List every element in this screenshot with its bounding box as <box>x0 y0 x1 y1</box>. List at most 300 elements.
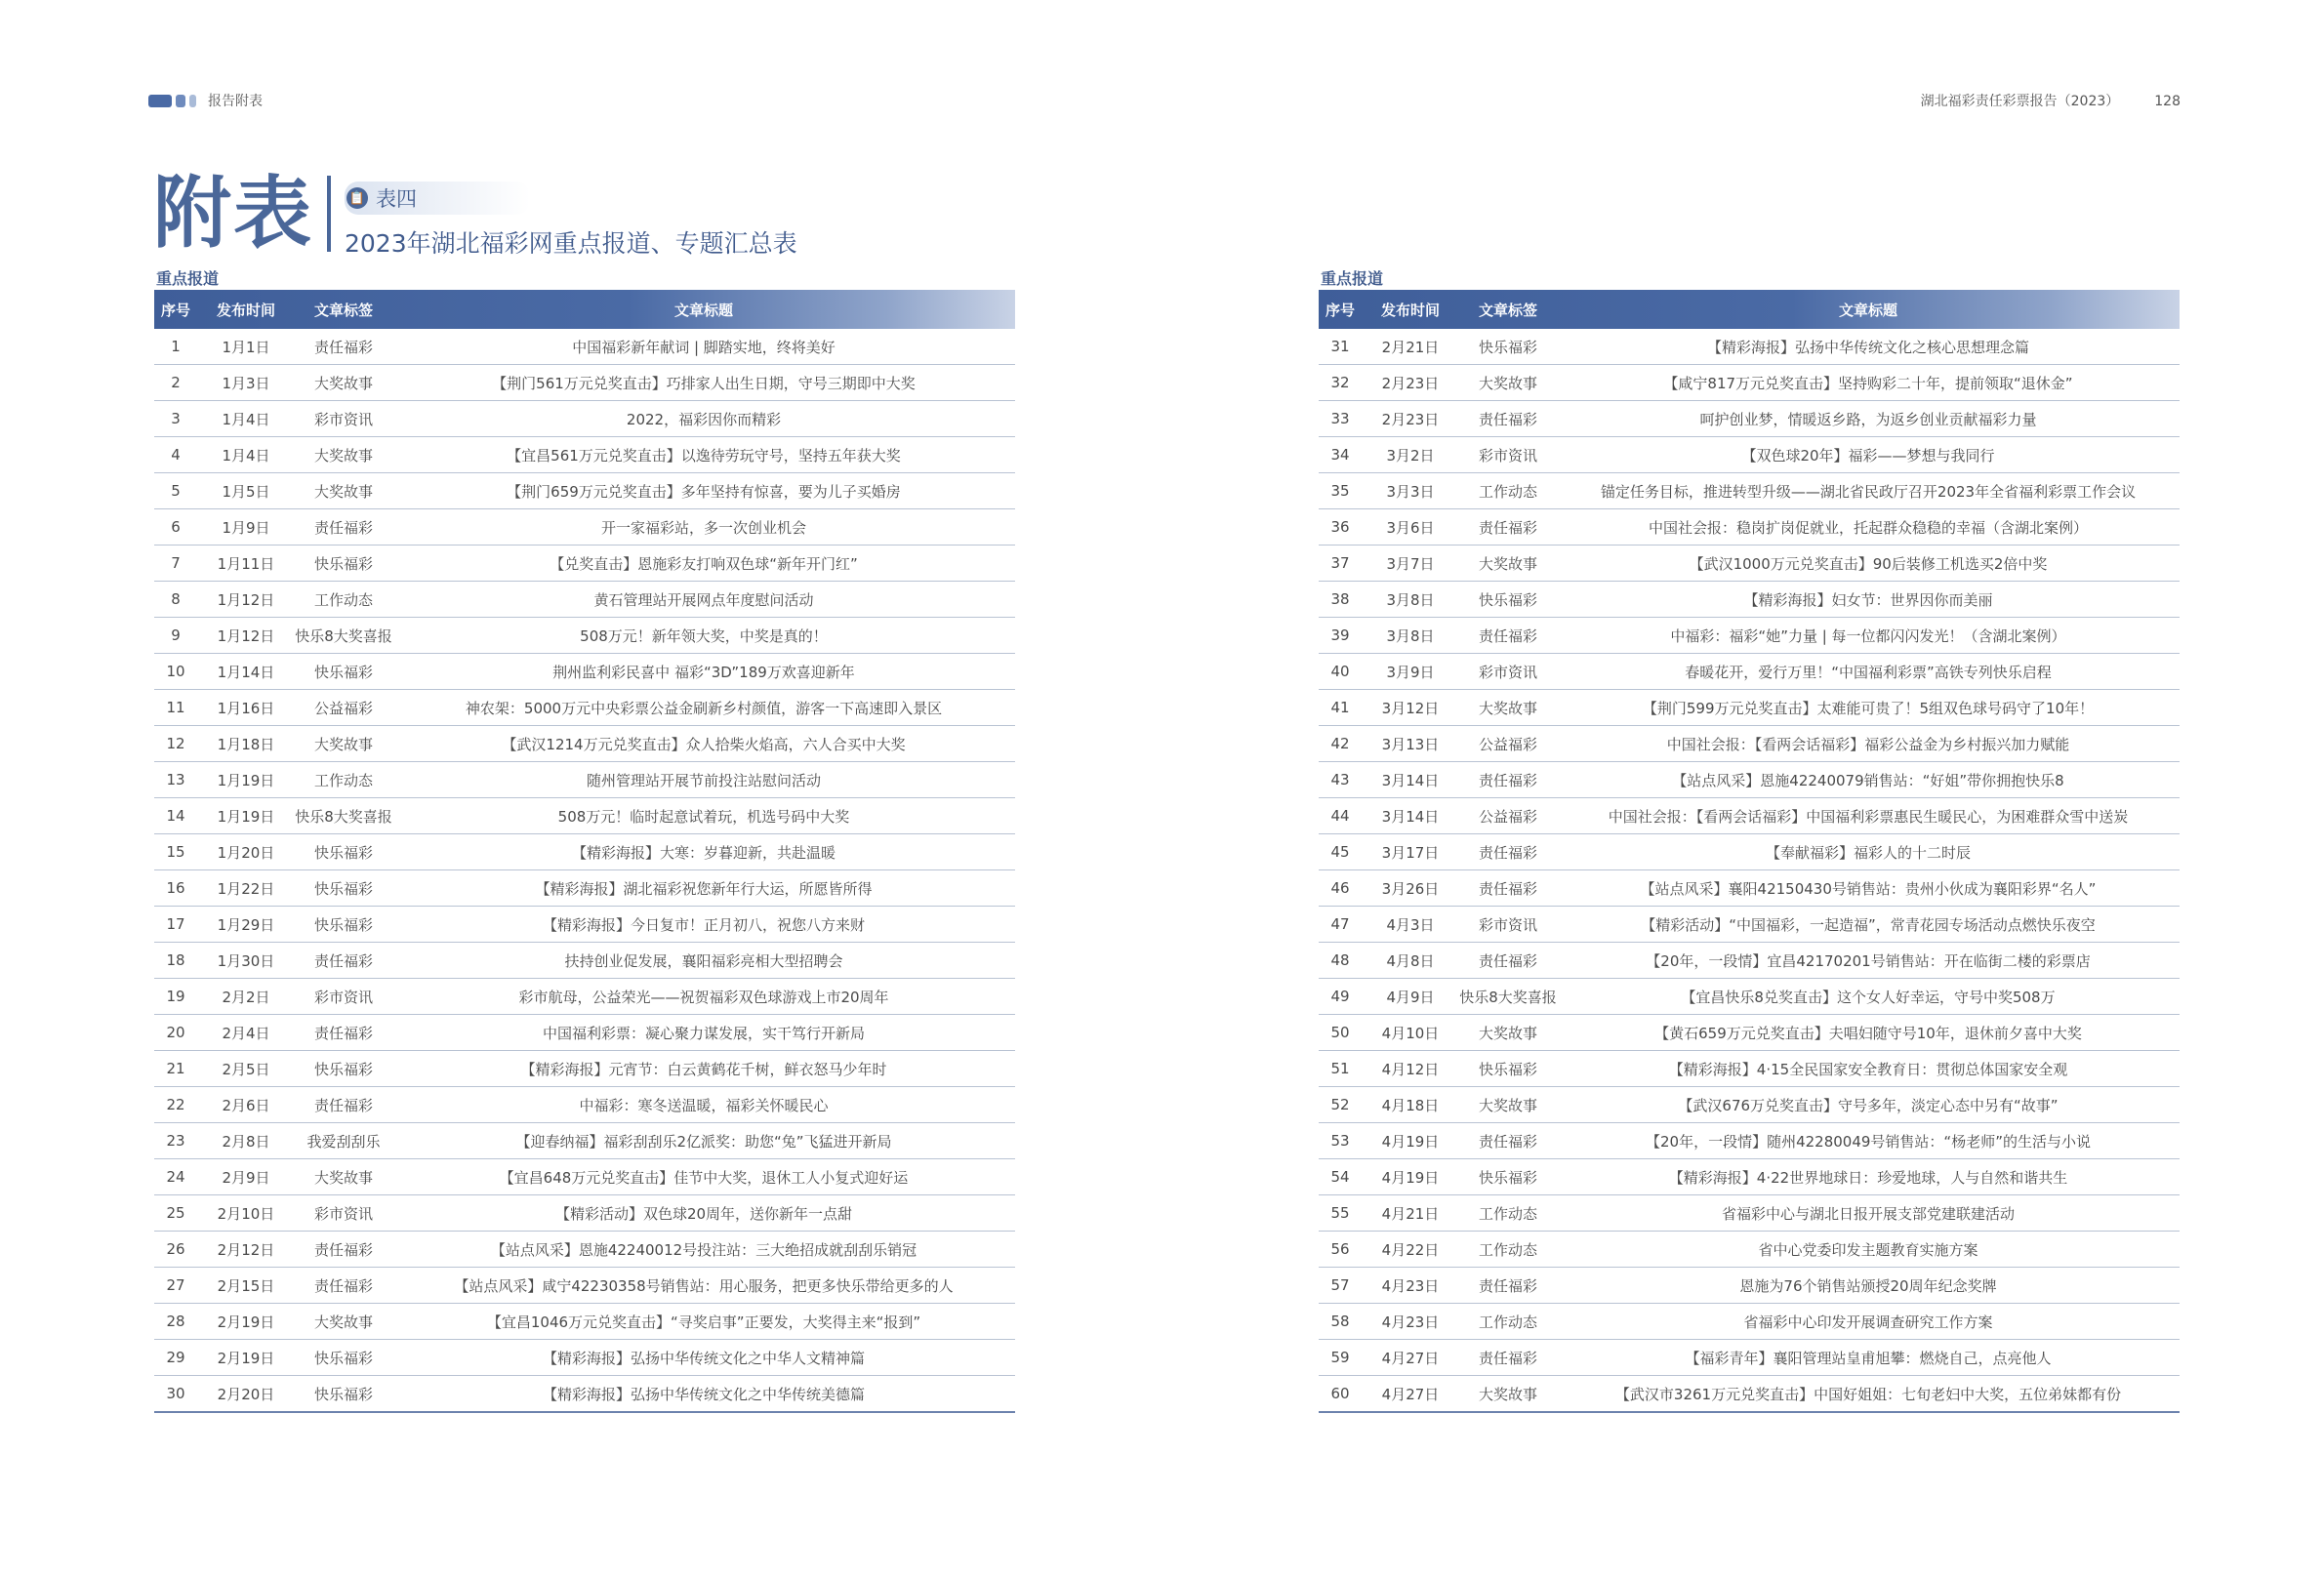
cell-title: 【武汉市3261万元兑奖直击】中国好姐姐：七旬老妇中大奖，五位弟妹都有份 <box>1557 1376 2180 1413</box>
clipboard-icon: 📋 <box>347 187 368 209</box>
cell-index: 46 <box>1319 870 1362 907</box>
table-row <box>154 365 1015 401</box>
table-row <box>154 870 1015 907</box>
cell-title: 【精彩海报】元宵节：白云黄鹤花千树，鲜衣怒马少年时 <box>392 1051 1015 1087</box>
cell-title: 开一家福彩站，多一次创业机会 <box>392 509 1015 546</box>
cell-title: 中国福利彩票：凝心聚力谋发展，实干笃行开新局 <box>392 1015 1015 1051</box>
cell-date: 3月8日 <box>1362 618 1459 654</box>
cell-date: 3月26日 <box>1362 870 1459 907</box>
cell-title: 2022，福彩因你而精彩 <box>392 401 1015 437</box>
cell-index: 53 <box>1319 1123 1362 1159</box>
cell-title: 【精彩活动】双色球20周年，送你新年一点甜 <box>392 1195 1015 1232</box>
cell-tag: 大奖故事 <box>1459 690 1557 726</box>
table-row <box>1319 907 2180 943</box>
table-row <box>1319 1015 2180 1051</box>
table-row <box>1319 1123 2180 1159</box>
column-header-date: 发布时间 <box>1380 301 1440 319</box>
cell-date: 1月19日 <box>197 798 295 834</box>
left-report-table <box>154 290 1015 1413</box>
cell-tag: 大奖故事 <box>1459 365 1557 401</box>
cell-index: 39 <box>1319 618 1362 654</box>
table-row <box>154 654 1015 690</box>
running-header-left <box>148 91 263 110</box>
cell-title: 黄石管理站开展网点年度慰问活动 <box>392 582 1015 618</box>
cell-date: 3月12日 <box>1362 690 1459 726</box>
cell-title: 中国社会报：稳岗扩岗促就业，托起群众稳稳的幸福（含湖北案例） <box>1557 509 2180 546</box>
cell-title: 呵护创业梦，情暖返乡路，为返乡创业贡献福彩力量 <box>1557 401 2180 437</box>
table-row <box>154 401 1015 437</box>
cell-title: 【双色球20年】福彩——梦想与我同行 <box>1557 437 2180 473</box>
cell-title: 【精彩海报】4·15全民国家安全教育日：贯彻总体国家安全观 <box>1557 1051 2180 1087</box>
table-row <box>1319 870 2180 907</box>
cell-date: 2月8日 <box>197 1123 295 1159</box>
cell-title: 【精彩海报】弘扬中华传统文化之核心思想理念篇 <box>1557 329 2180 365</box>
title-divider <box>327 176 331 252</box>
cell-date: 2月5日 <box>197 1051 295 1087</box>
table-row <box>1319 473 2180 509</box>
table-row <box>154 1087 1015 1123</box>
cell-date: 4月18日 <box>1362 1087 1459 1123</box>
table-row <box>1319 979 2180 1015</box>
cell-date: 2月19日 <box>197 1340 295 1376</box>
appendix-title: 附表 <box>153 167 313 259</box>
cell-tag: 快乐福彩 <box>295 654 392 690</box>
table-tag <box>345 182 530 215</box>
table-row <box>1319 943 2180 979</box>
cell-tag: 工作动态 <box>1459 1195 1557 1232</box>
cell-tag: 工作动态 <box>295 582 392 618</box>
table-row <box>1319 1376 2180 1413</box>
cell-index: 37 <box>1319 546 1362 582</box>
cell-tag: 责任福彩 <box>295 329 392 365</box>
cell-title: 【站点风采】恩施42240012号投注站：三大绝招成就刮刮乐销冠 <box>392 1232 1015 1268</box>
cell-index: 6 <box>154 509 197 546</box>
cell-date: 2月2日 <box>197 979 295 1015</box>
table-row <box>154 1051 1015 1087</box>
cell-date: 3月6日 <box>1362 509 1459 546</box>
cell-title: 508万元！新年领大奖，中奖是真的！ <box>392 618 1015 654</box>
right-report-table <box>1319 290 2180 1413</box>
cell-tag: 快乐福彩 <box>295 1376 392 1413</box>
cell-tag: 责任福彩 <box>1459 1123 1557 1159</box>
cell-tag: 工作动态 <box>1459 1232 1557 1268</box>
cell-date: 1月9日 <box>197 509 295 546</box>
cell-tag: 快乐福彩 <box>295 1340 392 1376</box>
cell-title: 中福彩：福彩“她”力量 | 每一位都闪闪发光！（含湖北案例） <box>1557 618 2180 654</box>
cell-tag: 工作动态 <box>295 762 392 798</box>
cell-date: 3月17日 <box>1362 834 1459 870</box>
table-row <box>1319 834 2180 870</box>
cell-index: 26 <box>154 1232 197 1268</box>
cell-title: 【奉献福彩】福彩人的十二时辰 <box>1557 834 2180 870</box>
table-row <box>1319 654 2180 690</box>
cell-date: 1月19日 <box>197 762 295 798</box>
cell-index: 28 <box>154 1304 197 1340</box>
cell-index: 16 <box>154 870 197 907</box>
cell-index: 23 <box>154 1123 197 1159</box>
cell-tag: 责任福彩 <box>295 1232 392 1268</box>
cell-date: 3月8日 <box>1362 582 1459 618</box>
cell-title: 【精彩海报】弘扬中华传统文化之中华传统美德篇 <box>392 1376 1015 1413</box>
cell-index: 14 <box>154 798 197 834</box>
cell-index: 57 <box>1319 1268 1362 1304</box>
table-row <box>1319 546 2180 582</box>
cell-date: 1月30日 <box>197 943 295 979</box>
cell-index: 51 <box>1319 1051 1362 1087</box>
table-row <box>154 798 1015 834</box>
cell-tag: 责任福彩 <box>1459 509 1557 546</box>
table-row <box>154 1015 1015 1051</box>
cell-tag: 责任福彩 <box>1459 870 1557 907</box>
table-row <box>154 1304 1015 1340</box>
cell-date: 1月3日 <box>197 365 295 401</box>
cell-title: 【精彩海报】大寒：岁暮迎新，共赴温暖 <box>392 834 1015 870</box>
table-row <box>1319 1304 2180 1340</box>
cell-tag: 责任福彩 <box>1459 762 1557 798</box>
cell-title: 【站点风采】襄阳42150430号销售站：贵州小伙成为襄阳彩界“名人” <box>1557 870 2180 907</box>
cell-date: 4月10日 <box>1362 1015 1459 1051</box>
cell-index: 20 <box>154 1015 197 1051</box>
cell-tag: 快乐福彩 <box>295 546 392 582</box>
table-row <box>154 329 1015 365</box>
cell-tag: 我爱刮刮乐 <box>295 1123 392 1159</box>
page-number: 128 <box>2154 94 2181 109</box>
cell-title: 【宜昌561万元兑奖直击】以逸待劳玩守号，坚持五年获大奖 <box>392 437 1015 473</box>
cell-date: 4月19日 <box>1362 1159 1459 1195</box>
cell-index: 15 <box>154 834 197 870</box>
cell-date: 3月2日 <box>1362 437 1459 473</box>
cell-index: 22 <box>154 1087 197 1123</box>
cell-title: 恩施为76个销售站颁授20周年纪念奖牌 <box>1557 1268 2180 1304</box>
table-row <box>154 762 1015 798</box>
cell-date: 4月3日 <box>1362 907 1459 943</box>
cell-index: 24 <box>154 1159 197 1195</box>
cell-index: 32 <box>1319 365 1362 401</box>
column-header-date: 发布时间 <box>216 301 275 319</box>
cell-date: 4月23日 <box>1362 1268 1459 1304</box>
cell-tag: 责任福彩 <box>1459 401 1557 437</box>
cell-title: 中国社会报：【看两会话福彩】福彩公益金为乡村振兴加力赋能 <box>1557 726 2180 762</box>
cell-tag: 快乐8大奖喜报 <box>295 618 392 654</box>
cell-tag: 责任福彩 <box>295 943 392 979</box>
cell-date: 1月18日 <box>197 726 295 762</box>
cell-tag: 大奖故事 <box>1459 546 1557 582</box>
table-row <box>1319 1268 2180 1304</box>
cell-date: 1月22日 <box>197 870 295 907</box>
cell-title: 锚定任务目标，推进转型升级——湖北省民政厅召开2023年全省福利彩票工作会议 <box>1557 473 2180 509</box>
table-row <box>154 1232 1015 1268</box>
cell-title: 【宜昌1046万元兑奖直击】“寻奖启事”正要发，大奖得主来“报到” <box>392 1304 1015 1340</box>
cell-date: 4月9日 <box>1362 979 1459 1015</box>
cell-tag: 责任福彩 <box>1459 834 1557 870</box>
table-row <box>1319 401 2180 437</box>
cell-tag: 快乐福彩 <box>295 870 392 907</box>
column-header-title: 文章标题 <box>673 301 733 319</box>
table-row <box>154 1268 1015 1304</box>
cell-title: 荆州监利彩民喜中 福彩“3D”189万欢喜迎新年 <box>392 654 1015 690</box>
cell-title: 【精彩海报】今日复市！正月初八，祝您八方来财 <box>392 907 1015 943</box>
table-row <box>154 1340 1015 1376</box>
table-row <box>154 726 1015 762</box>
cell-tag: 彩市资讯 <box>1459 437 1557 473</box>
table-row <box>1319 1087 2180 1123</box>
cell-date: 2月12日 <box>197 1232 295 1268</box>
cell-index: 8 <box>154 582 197 618</box>
table-header-row <box>154 290 1015 329</box>
cell-tag: 责任福彩 <box>1459 1340 1557 1376</box>
cell-index: 27 <box>154 1268 197 1304</box>
cell-title: 【兑奖直击】恩施彩友打响双色球“新年开门红” <box>392 546 1015 582</box>
table-row <box>1319 1195 2180 1232</box>
table-row <box>1319 582 2180 618</box>
running-header-right <box>1921 91 2181 110</box>
cell-date: 1月12日 <box>197 618 295 654</box>
cell-title: 【20年，一段情】随州42280049号销售站：“杨老师”的生活与小说 <box>1557 1123 2180 1159</box>
cell-title: 中国福彩新年献词 | 脚踏实地，终将美好 <box>392 329 1015 365</box>
cell-tag: 责任福彩 <box>1459 943 1557 979</box>
cell-tag: 快乐福彩 <box>1459 1159 1557 1195</box>
column-header-tag: 文章标签 <box>313 301 373 319</box>
cell-tag: 大奖故事 <box>1459 1087 1557 1123</box>
table-row <box>154 907 1015 943</box>
cell-title: 扶持创业促发展，襄阳福彩亮相大型招聘会 <box>392 943 1015 979</box>
table-row <box>154 509 1015 546</box>
cell-date: 2月15日 <box>197 1268 295 1304</box>
cell-index: 58 <box>1319 1304 1362 1340</box>
cell-date: 1月4日 <box>197 437 295 473</box>
table-row <box>154 979 1015 1015</box>
cell-date: 2月4日 <box>197 1015 295 1051</box>
cell-tag: 公益福彩 <box>295 690 392 726</box>
table-row <box>1319 798 2180 834</box>
cell-tag: 责任福彩 <box>1459 618 1557 654</box>
cell-tag: 彩市资讯 <box>1459 654 1557 690</box>
cell-date: 4月23日 <box>1362 1304 1459 1340</box>
cell-date: 4月22日 <box>1362 1232 1459 1268</box>
cell-index: 11 <box>154 690 197 726</box>
cell-index: 4 <box>154 437 197 473</box>
cell-title: 【福彩青年】襄阳管理站皇甫旭攀：燃烧自己，点亮他人 <box>1557 1340 2180 1376</box>
table-tag-label: 表四 <box>376 187 417 211</box>
cell-index: 41 <box>1319 690 1362 726</box>
cell-title: 【20年，一段情】宜昌42170201号销售站：开在临街二楼的彩票店 <box>1557 943 2180 979</box>
table-row <box>1319 437 2180 473</box>
cell-index: 36 <box>1319 509 1362 546</box>
cell-title: 【宜昌648万元兑奖直击】佳节中大奖，退休工人小复式迎好运 <box>392 1159 1015 1195</box>
cell-index: 17 <box>154 907 197 943</box>
cell-title: 【荆门599万元兑奖直击】太难能可贵了！5组双色球号码守了10年！ <box>1557 690 2180 726</box>
cell-date: 1月14日 <box>197 654 295 690</box>
cell-title: 省中心党委印发主题教育实施方案 <box>1557 1232 2180 1268</box>
cell-tag: 责任福彩 <box>295 1087 392 1123</box>
cell-tag: 快乐福彩 <box>295 834 392 870</box>
cell-title: 【宜昌快乐8兑奖直击】这个女人好幸运，守号中奖508万 <box>1557 979 2180 1015</box>
report-title: 湖北福彩责任彩票报告（2023） <box>1920 94 2120 109</box>
cell-tag: 公益福彩 <box>1459 726 1557 762</box>
cell-date: 1月16日 <box>197 690 295 726</box>
cell-date: 3月14日 <box>1362 762 1459 798</box>
cell-date: 2月19日 <box>197 1304 295 1340</box>
cell-title: 【荆门659万元兑奖直击】多年坚持有惊喜，要为儿子买婚房 <box>392 473 1015 509</box>
table-row <box>1319 329 2180 365</box>
cell-date: 3月14日 <box>1362 798 1459 834</box>
table-row <box>154 690 1015 726</box>
table-row <box>154 437 1015 473</box>
cell-index: 9 <box>154 618 197 654</box>
cell-title: 【黄石659万元兑奖直击】夫唱妇随守号10年，退休前夕喜中大奖 <box>1557 1015 2180 1051</box>
cell-title: 【站点风采】恩施42240079销售站：“好姐”带你拥抱快乐8 <box>1557 762 2180 798</box>
cell-date: 2月20日 <box>197 1376 295 1413</box>
table-row <box>1319 762 2180 798</box>
table-row <box>154 618 1015 654</box>
table-row <box>154 834 1015 870</box>
cell-index: 50 <box>1319 1015 1362 1051</box>
table-row <box>154 1123 1015 1159</box>
cell-tag: 工作动态 <box>1459 1304 1557 1340</box>
column-header-tag: 文章标签 <box>1478 301 1537 319</box>
cell-tag: 大奖故事 <box>295 365 392 401</box>
cell-index: 59 <box>1319 1340 1362 1376</box>
cell-index: 42 <box>1319 726 1362 762</box>
cell-date: 3月7日 <box>1362 546 1459 582</box>
column-header-index: 序号 <box>160 301 190 319</box>
cell-tag: 大奖故事 <box>1459 1015 1557 1051</box>
cell-index: 5 <box>154 473 197 509</box>
table-row <box>154 943 1015 979</box>
cell-tag: 大奖故事 <box>295 473 392 509</box>
table-row <box>1319 509 2180 546</box>
cell-index: 19 <box>154 979 197 1015</box>
cell-date: 4月27日 <box>1362 1340 1459 1376</box>
cell-title: 省福彩中心印发开展调查研究工作方案 <box>1557 1304 2180 1340</box>
column-header-title: 文章标题 <box>1838 301 1897 319</box>
cell-title: 彩市航母，公益荣光——祝贺福彩双色球游戏上市20周年 <box>392 979 1015 1015</box>
table-row <box>1319 1232 2180 1268</box>
cell-tag: 大奖故事 <box>295 726 392 762</box>
cell-title: 神农架：5000万元中央彩票公益金刷新乡村颜值，游客一下高速即入景区 <box>392 690 1015 726</box>
table-header-row <box>1319 290 2180 329</box>
cell-index: 35 <box>1319 473 1362 509</box>
table-row <box>1319 690 2180 726</box>
left-section-label: 重点报道 <box>156 269 220 288</box>
cell-date: 4月8日 <box>1362 943 1459 979</box>
cell-tag: 大奖故事 <box>295 1304 392 1340</box>
cell-title: 【武汉1000万元兑奖直击】90后装修工机选买2倍中奖 <box>1557 546 2180 582</box>
cell-date: 1月11日 <box>197 546 295 582</box>
cell-index: 13 <box>154 762 197 798</box>
header-section-label: 报告附表 <box>208 94 263 109</box>
cell-date: 1月20日 <box>197 834 295 870</box>
table-row <box>1319 618 2180 654</box>
cell-index: 33 <box>1319 401 1362 437</box>
cell-title: 【精彩海报】弘扬中华传统文化之中华人文精神篇 <box>392 1340 1015 1376</box>
cell-tag: 快乐福彩 <box>1459 582 1557 618</box>
cell-index: 54 <box>1319 1159 1362 1195</box>
cell-tag: 公益福彩 <box>1459 798 1557 834</box>
cell-tag: 快乐福彩 <box>295 907 392 943</box>
cell-date: 1月12日 <box>197 582 295 618</box>
cell-index: 3 <box>154 401 197 437</box>
cell-date: 4月21日 <box>1362 1195 1459 1232</box>
cell-index: 45 <box>1319 834 1362 870</box>
cell-tag: 工作动态 <box>1459 473 1557 509</box>
table-row <box>154 546 1015 582</box>
cell-index: 12 <box>154 726 197 762</box>
cell-index: 40 <box>1319 654 1362 690</box>
cell-title: 中国社会报：【看两会话福彩】中国福利彩票惠民生暖民心，为困难群众雪中送炭 <box>1557 798 2180 834</box>
appendix-title-block <box>153 168 797 260</box>
cell-date: 4月27日 <box>1362 1376 1459 1413</box>
cell-title: 【精彩活动】“中国福彩，一起造福”，常青花园专场活动点燃快乐夜空 <box>1557 907 2180 943</box>
cell-tag: 快乐8大奖喜报 <box>1459 979 1557 1015</box>
cell-date: 1月4日 <box>197 401 295 437</box>
cell-tag: 快乐8大奖喜报 <box>295 798 392 834</box>
cell-date: 2月6日 <box>197 1087 295 1123</box>
cell-title: 中福彩：寒冬送温暖，福彩关怀暖民心 <box>392 1087 1015 1123</box>
cell-index: 49 <box>1319 979 1362 1015</box>
cell-tag: 彩市资讯 <box>295 979 392 1015</box>
cell-index: 47 <box>1319 907 1362 943</box>
cell-title: 【精彩海报】湖北福彩祝您新年行大运，所愿皆所得 <box>392 870 1015 907</box>
cell-date: 3月9日 <box>1362 654 1459 690</box>
table-row <box>1319 1340 2180 1376</box>
right-section-label: 重点报道 <box>1321 269 1384 288</box>
table-row <box>1319 726 2180 762</box>
cell-title: 【咸宁817万元兑奖直击】坚持购彩二十年，提前领取“退休金” <box>1557 365 2180 401</box>
cell-date: 1月5日 <box>197 473 295 509</box>
cell-tag: 责任福彩 <box>1459 1268 1557 1304</box>
cell-index: 1 <box>154 329 197 365</box>
cell-index: 48 <box>1319 943 1362 979</box>
cell-tag: 快乐福彩 <box>1459 1051 1557 1087</box>
table-row <box>1319 1159 2180 1195</box>
table-row <box>154 1159 1015 1195</box>
cell-title: 随州管理站开展节前投注站慰问活动 <box>392 762 1015 798</box>
column-header-index: 序号 <box>1325 301 1355 319</box>
table-row <box>1319 365 2180 401</box>
cell-index: 18 <box>154 943 197 979</box>
cell-date: 2月21日 <box>1362 329 1459 365</box>
cell-date: 4月12日 <box>1362 1051 1459 1087</box>
cell-title: 省福彩中心与湖北日报开展支部党建联建活动 <box>1557 1195 2180 1232</box>
cell-title: 508万元！临时起意试着玩，机选号码中大奖 <box>392 798 1015 834</box>
cell-index: 7 <box>154 546 197 582</box>
cell-title: 【武汉1214万元兑奖直击】众人拾柴火焰高，六人合买中大奖 <box>392 726 1015 762</box>
cell-index: 25 <box>154 1195 197 1232</box>
cell-date: 2月23日 <box>1362 365 1459 401</box>
cell-tag: 快乐福彩 <box>295 1051 392 1087</box>
cell-index: 31 <box>1319 329 1362 365</box>
table-row <box>154 1376 1015 1413</box>
table-row <box>154 473 1015 509</box>
cell-index: 43 <box>1319 762 1362 798</box>
cell-index: 34 <box>1319 437 1362 473</box>
cell-date: 1月29日 <box>197 907 295 943</box>
cell-tag: 大奖故事 <box>1459 1376 1557 1413</box>
table-subtitle: 2023年湖北福彩网重点报道、专题汇总表 <box>345 229 797 258</box>
cell-index: 60 <box>1319 1376 1362 1413</box>
cell-tag: 责任福彩 <box>295 1268 392 1304</box>
table-row <box>154 582 1015 618</box>
cell-index: 21 <box>154 1051 197 1087</box>
cell-title: 【武汉676万兑奖直击】守号多年，淡定心态中另有“故事” <box>1557 1087 2180 1123</box>
cell-index: 2 <box>154 365 197 401</box>
cell-title: 【荆门561万元兑奖直击】巧排家人出生日期，守号三期即中大奖 <box>392 365 1015 401</box>
cell-title: 【精彩海报】4·22世界地球日：珍爱地球，人与自然和谐共生 <box>1557 1159 2180 1195</box>
cell-date: 4月19日 <box>1362 1123 1459 1159</box>
cell-index: 30 <box>154 1376 197 1413</box>
cell-tag: 彩市资讯 <box>295 401 392 437</box>
